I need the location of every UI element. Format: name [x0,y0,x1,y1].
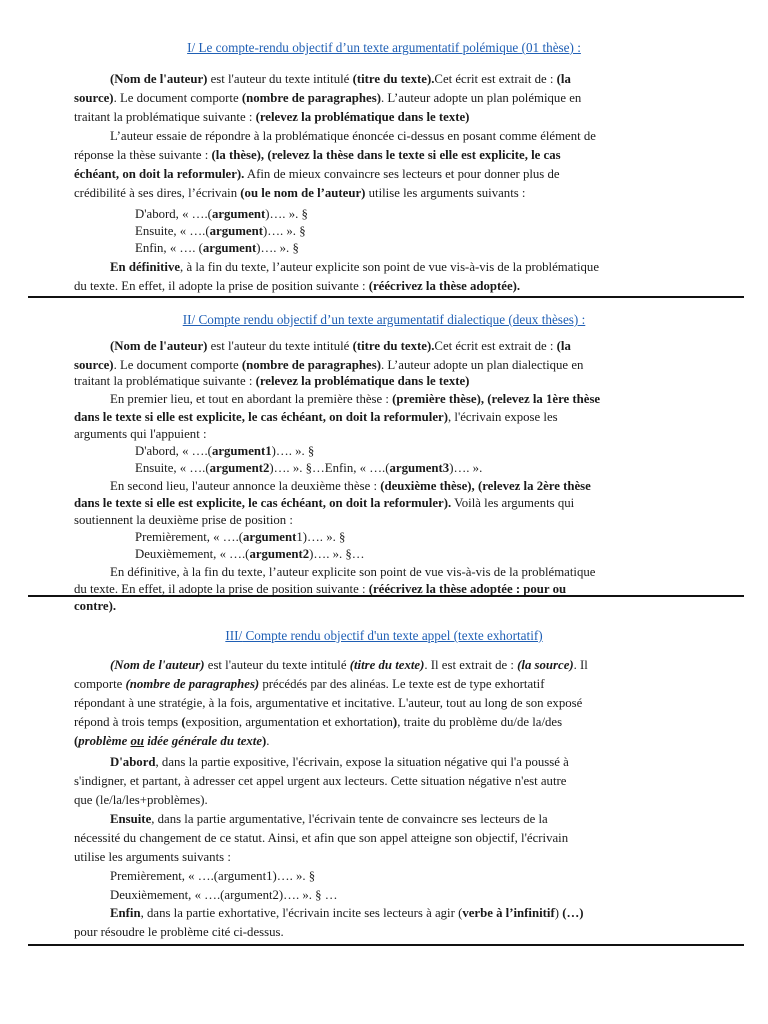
s3-dabord-line3: que (le/la/les+problèmes). [74,793,208,807]
text: , dans la partie argumentative, l'écrivain tente de convaincre ses lecteurs de la [151,812,548,826]
s3-enfin-line1 [110,904,704,923]
text: )…. ». [449,461,483,475]
text: D'abord, « ….( [135,207,212,221]
text: est l'auteur du texte intitulé [207,339,353,353]
text: . Il [573,658,588,672]
text: ) [392,715,398,729]
text: Ensuite, « ….( [135,461,210,475]
text: )…. ». § [265,207,308,221]
placeholder: argument3 [389,461,450,475]
text: 1)…. ». § [296,530,346,544]
s2-argument-5 [135,545,704,564]
placeholder: (nombre de paragraphes) [241,91,381,105]
s2-conclusion-line1: En définitive, à la fin du texte, l’auteur explicite son point de vue vis-à-vis de la problématique [110,565,596,579]
placeholder: verbe à l’infinitif [462,906,555,920]
placeholder: (la thèse), (relevez la thèse dans le texte si elle est explicite, le cas [211,148,561,162]
placeholder: dans le texte si elle est explicite, le cas échéant, on doit la reformuler). [74,496,452,510]
text: , à la fin du texte, l’auteur explicite son point de vue vis-à-vis de la problématique [180,260,600,274]
text: comporte [74,677,126,691]
text: répond à trois temps [74,715,182,729]
text: est l'auteur du texte intitulé [207,72,353,86]
text: Ensuite, « ….( [135,224,210,238]
text: )…. ». §… [309,547,365,561]
text: , traite du problème du/de la/des [397,715,563,729]
text: Afin de mieux convaincre ses lecteurs et pour donner plus de [244,167,560,181]
placeholder: échéant, on doit la reformuler). [74,167,245,181]
text: est l'auteur du texte intitulé [204,658,350,672]
placeholder: (Nom de l'auteur) [110,658,205,672]
placeholder: ou [130,734,145,748]
text: . Le document comporte [113,91,242,105]
text: du texte. En effet, il adopte la prise de position suivante : [74,582,369,596]
placeholder: argument [211,207,266,221]
s1-intro-line1 [110,70,704,89]
text: )…. ». § [262,224,306,238]
text: exposition, argumentation et exhortation [185,715,393,729]
text: Deuxièmement, « ….( [135,547,250,561]
placeholder: (relevez la problématique dans le texte) [255,374,470,388]
text: Cet écrit est extrait de : [434,72,557,86]
text: . Il est extrait de : [424,658,518,672]
placeholder: argument [209,224,263,238]
s1-conclusion-line1 [110,258,704,277]
placeholder: Ensuite [110,812,152,826]
placeholder: (Nom de l'auteur) [110,72,208,86]
text: ) [554,906,563,920]
s2-intro-line1 [110,337,704,356]
text: Voilà les arguments qui [451,496,575,510]
text: ( [181,715,186,729]
section-divider [28,296,744,298]
s3-dabord-line2: s'indigner, et partant, à adresser cet appel urgent aux lecteurs. Cette situation négative n'est autre [74,774,567,788]
text: utilise les arguments suivants : [365,186,526,200]
section1-title: I/ Le compte-rendu objectif d’un texte argumentatif polémique (01 thèse) : [187,40,581,55]
placeholder: Enfin [110,906,141,920]
text: traitant la problématique suivante : [74,374,256,388]
s2-argument-2-3 [135,459,704,478]
text: . L’auteur adopte un plan polémique en [380,91,582,105]
placeholder: (titre du texte) [349,658,425,672]
s3-ensuite-line3: utilise les arguments suivants : [74,850,231,864]
text: En second lieu, l'auteur annonce la deuxième thèse : [110,479,381,493]
s2-first-thesis-line3: arguments qui l'appuient : [74,427,207,441]
s1-intro-line2 [74,89,704,108]
section-divider [28,944,744,946]
placeholder: argument2 [209,461,270,475]
placeholder: contre). [74,599,117,613]
text: . L’auteur adopte un plan dialectique en [380,358,584,372]
placeholder: argument2 [249,547,310,561]
placeholder: (première thèse), (relevez la 1ère thèse [392,392,601,406]
s1-conclusion-line2 [74,277,704,296]
s3-enfin-line2: pour résoudre le problème cité ci-dessus. [74,925,284,939]
text: D'abord, « ….( [135,444,212,458]
text: précédés par des alinéas. Le texte est de type exhortatif [259,677,545,691]
s2-intro-line3 [74,372,704,391]
placeholder: argument1 [211,444,272,458]
placeholder: (titre du texte). [352,339,435,353]
text: , dans la partie expositive, l'écrivain, expose la situation négative qui l'a poussé à [155,755,569,769]
placeholder: argument [202,241,257,255]
text: ( [74,734,79,748]
section3-title [0,628,768,644]
text: )…. ». § [271,444,315,458]
text: III/ [225,628,243,643]
s2-second-thesis-line3: soutiennent la deuxième prise de position : [74,513,293,527]
placeholder: idée générale du texte [144,734,263,748]
placeholder: (la source) [517,658,574,672]
placeholder: (deuxième thèse), (relevez la 2ère thèse [380,479,591,493]
text: traitant la problématique suivante : [74,110,256,124]
text: . [266,734,270,748]
s3-ensuite-line2: nécessité du changement de ce statut. Ainsi, et afin que son appel atteigne son objectif, l'écrivain [74,831,569,845]
placeholder: (Nom de l'auteur) [110,339,208,353]
placeholder: (la [556,72,571,86]
text: , dans la partie exhortative, l'écrivain incite ses lecteurs à agir ( [140,906,463,920]
placeholder: (réécrivez la thèse adoptée). [368,279,521,293]
text: . Le document comporte [113,358,242,372]
placeholder: (nombre de paragraphes) [241,358,381,372]
placeholder: source) [74,91,114,105]
text: ) [262,734,267,748]
text: )…. ». §…Enfin, « ….( [269,461,390,475]
s3-dabord-line1 [110,753,704,772]
placeholder: (relevez la problématique dans le texte) [255,110,470,124]
section2-title: II/ Compte rendu objectif d’un texte argumentatif dialectique (deux thèses) : [182,312,586,327]
s2-first-thesis-line1 [110,390,704,409]
s3-ensuite-line1 [110,810,704,829]
placeholder: dans le texte si elle est explicite, le cas échéant, on doit la reformuler) [74,410,448,424]
text: En premier lieu, et tout en abordant la première thèse : [110,392,393,406]
s3-argument-2: Deuxièmement, « ….(argument2)…. ». § … [110,888,338,902]
text: )…. ». § [256,241,299,255]
text: Cet écrit est extrait de : [434,339,557,353]
placeholder: (réécrivez la thèse adoptée : pour ou [368,582,567,596]
s1-p2-line2 [74,146,704,165]
text: crédibilité à ses dires, l’écrivain [74,186,241,200]
s1-intro-line3 [74,108,704,127]
placeholder: (nombre de paragraphes) [125,677,260,691]
placeholder: argument [243,530,297,544]
s3-intro-line4 [74,713,704,732]
placeholder: D'abord [110,755,156,769]
placeholder: (titre du texte). [352,72,435,86]
text: réponse la thèse suivante : [74,148,212,162]
text: Compte rendu objectif d'un texte appel (texte exhortatif) [242,628,543,643]
s3-intro-line5 [74,732,704,751]
text: , l'écrivain expose les [447,410,558,424]
text: du texte. En effet, il adopte la prise de position suivante : [74,279,369,293]
placeholder: En définitive [110,260,181,274]
placeholder: (la [556,339,571,353]
s3-intro-line1 [110,656,704,675]
s1-p2-line4 [74,184,704,203]
placeholder: (…) [562,906,584,920]
placeholder: source) [74,358,114,372]
s3-intro-line2 [74,675,704,694]
s3-argument-1: Premièrement, « ….(argument1)…. ». § [110,869,316,883]
s1-argument-3 [135,239,704,258]
s1-p2-line1: L’auteur essaie de répondre à la problématique énoncée ci-dessus en posant comme élément de [110,129,596,143]
text: Enfin, « …. ( [135,241,203,255]
placeholder: (ou le nom de l’auteur) [240,186,366,200]
s3-intro-line3: répondant à une stratégie, à la fois, argumentative et incitative. L'auteur, tout au long de son exposé [74,696,583,710]
placeholder: problème [78,734,131,748]
text: Premièrement, « ….( [135,530,244,544]
s1-p2-line3 [74,165,704,184]
s2-conclusion-line3 [74,597,704,616]
